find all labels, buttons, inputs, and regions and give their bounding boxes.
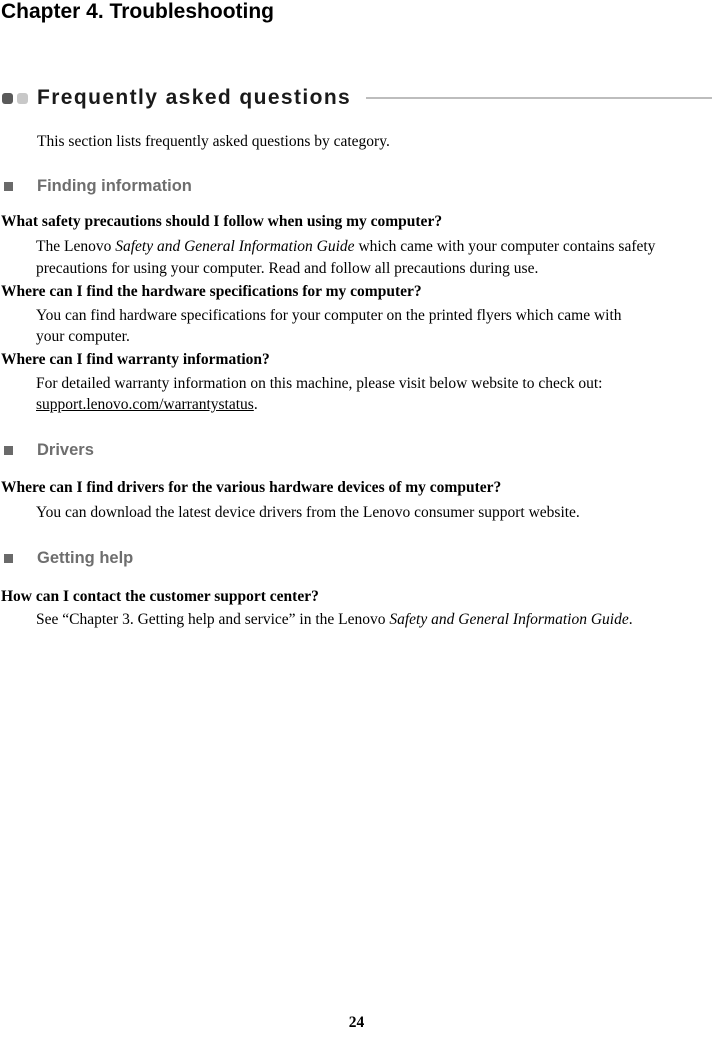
faq-heading: Frequently asked questions [37, 86, 352, 109]
section-title-drivers: Drivers [37, 441, 94, 459]
header-dot-light-icon [17, 93, 28, 104]
question-hardware-specs: Where can I find the hardware specifications for my computer? [1, 283, 422, 300]
question-support-center: How can I contact the customer support center? [1, 588, 319, 605]
answer-safety-line2: precautions for using your computer. Read and follow all precautions during use. [36, 260, 539, 277]
question-drivers: Where can I find drivers for the various hardware devices of my computer? [1, 479, 502, 496]
answer-warranty-line2: support.lenovo.com/warrantystatus. [36, 396, 258, 413]
question-safety: What safety precautions should I follow when using my computer? [1, 213, 443, 230]
answer-hardware-specs-line1: You can find hardware specifications for your computer on the printed flyers which came with [36, 307, 622, 324]
section-title-finding-information: Finding information [37, 177, 192, 195]
question-warranty: Where can I find warranty information? [1, 351, 270, 368]
section-bullet-icon [4, 554, 13, 563]
header-dot-dark-icon [2, 93, 13, 104]
warranty-link[interactable]: support.lenovo.com/warrantystatus [36, 396, 254, 413]
answer-hardware-specs-line2: your computer. [36, 328, 130, 345]
heading-rule [366, 97, 712, 99]
section-bullet-icon [4, 182, 13, 191]
section-bullet-icon [4, 446, 13, 455]
section-title-getting-help: Getting help [37, 549, 134, 567]
answer-drivers: You can download the latest device drivers from the Lenovo consumer support website. [36, 504, 580, 521]
answer-support-center: See “Chapter 3. Getting help and service” in the Lenovo Safety and General Information Guide. [36, 611, 633, 628]
guide-title: Safety and General Information Guide [389, 611, 629, 628]
guide-title: Safety and General Information Guide [115, 238, 355, 255]
faq-intro: This section lists frequently asked questions by category. [37, 133, 390, 150]
answer-warranty-line1: For detailed warranty information on this machine, please visit below website to check out: [36, 375, 603, 392]
page-number: 24 [348, 1014, 365, 1031]
chapter-title: Chapter 4. Troubleshooting [1, 0, 275, 23]
answer-safety-line1: The Lenovo Safety and General Information Guide which came with your computer contains safety [36, 238, 656, 255]
